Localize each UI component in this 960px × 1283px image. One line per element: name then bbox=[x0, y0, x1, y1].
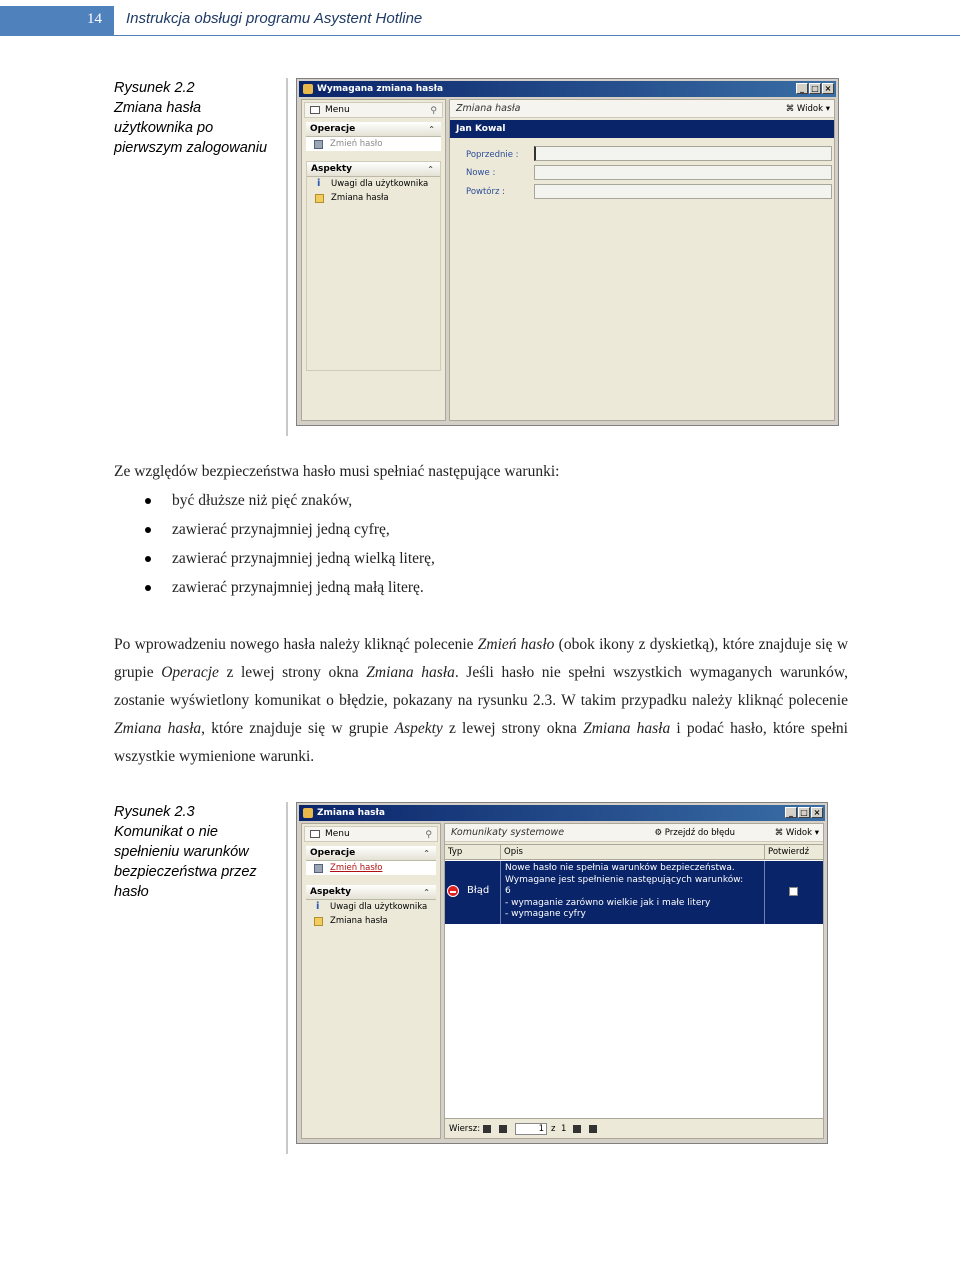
list-item: być dłuższe niż pięć znaków, bbox=[114, 486, 848, 515]
info-icon: i bbox=[316, 901, 320, 912]
menu-bar[interactable]: Menu ⚲ bbox=[304, 102, 443, 118]
page-input[interactable]: 1 bbox=[515, 1123, 547, 1135]
folder-icon bbox=[314, 917, 323, 926]
minimize-button[interactable]: _ bbox=[796, 83, 808, 94]
list-item: zawierać przynajmniej jedną cyfrę, bbox=[114, 515, 848, 544]
window-titlebar: Zmiana hasła _ □ × bbox=[299, 805, 825, 821]
menu-icon bbox=[310, 106, 320, 114]
panel-header: Komunikaty systemowe ⚙ Przejdź do błędu ⌘ Widok ▾ bbox=[445, 824, 823, 842]
aspect-user-notes[interactable]: i Uwagi dla użytkownika bbox=[316, 901, 428, 912]
view-menu-button[interactable]: ⌘ Widok ▾ bbox=[785, 104, 830, 114]
collapse-icon[interactable]: ⌃ bbox=[423, 888, 430, 897]
messages-grid bbox=[445, 844, 823, 1118]
list-item: zawierać przynajmniej jedną wielką literę, bbox=[114, 544, 848, 573]
prev-page-button[interactable] bbox=[499, 1125, 507, 1133]
group-aspects bbox=[306, 885, 436, 928]
confirm-checkbox[interactable] bbox=[789, 887, 798, 896]
group-header-aspects[interactable]: Aspekty ⌃ bbox=[307, 162, 440, 177]
goto-error-button[interactable]: ⚙ Przejdź do błędu bbox=[654, 828, 735, 838]
op-change-password[interactable]: Zmień hasło bbox=[306, 137, 441, 151]
label-previous: Poprzednie : bbox=[466, 150, 519, 160]
group-header-operations[interactable]: Operacje ⌃ bbox=[306, 122, 441, 137]
collapse-icon[interactable]: ⌃ bbox=[423, 849, 430, 858]
maximize-button[interactable]: □ bbox=[798, 807, 810, 818]
folder-open-icon bbox=[315, 194, 324, 203]
close-button[interactable]: × bbox=[811, 807, 823, 818]
group-header-operations[interactable]: Operacje ⌃ bbox=[306, 846, 436, 861]
group-header-aspects[interactable]: Aspekty ⌃ bbox=[306, 885, 436, 900]
next-page-button[interactable] bbox=[573, 1125, 581, 1133]
label-repeat: Powtórz : bbox=[466, 187, 506, 197]
op-change-password[interactable]: Zmień hasło bbox=[306, 861, 436, 875]
page-number: 14 bbox=[0, 6, 114, 36]
left-pane bbox=[301, 823, 441, 1139]
figure-border bbox=[286, 802, 288, 1154]
list-item: zawierać przynajmniej jedną małą literę. bbox=[114, 573, 848, 602]
right-pane bbox=[449, 99, 835, 421]
first-page-button[interactable] bbox=[483, 1125, 491, 1133]
menu-bar[interactable]: Menu ⚲ bbox=[304, 826, 438, 842]
repeat-password-input[interactable] bbox=[534, 184, 832, 199]
cell-confirm bbox=[765, 861, 825, 924]
figure-caption-1: Rysunek 2.2 Zmiana hasła użytkownika po pierwszym zalogowaniu bbox=[114, 80, 268, 156]
user-name-bar: Jan Kowal bbox=[450, 120, 834, 138]
aspect-change-password[interactable]: Zmiana hasła bbox=[306, 914, 436, 928]
col-confirm[interactable]: Potwierdź bbox=[768, 847, 810, 857]
col-type[interactable]: Typ bbox=[445, 845, 501, 860]
header-rule bbox=[114, 35, 960, 36]
table-row[interactable] bbox=[445, 861, 823, 924]
label-new: Nowe : bbox=[466, 168, 496, 178]
cell-type: Błąd bbox=[445, 861, 501, 924]
menu-icon bbox=[310, 830, 320, 838]
group-operations bbox=[306, 122, 441, 151]
info-icon: i bbox=[317, 178, 321, 189]
collapse-icon[interactable]: ⌃ bbox=[427, 165, 434, 174]
error-icon bbox=[447, 885, 459, 897]
view-menu-button[interactable]: ⌘ Widok ▾ bbox=[774, 828, 819, 838]
previous-password-input[interactable] bbox=[534, 146, 832, 161]
glasses-icon: ⌘ bbox=[774, 828, 784, 838]
right-pane bbox=[444, 823, 824, 1139]
group-operations bbox=[306, 846, 436, 875]
key-icon bbox=[303, 84, 313, 94]
key-icon bbox=[303, 808, 313, 818]
grid-header bbox=[445, 845, 823, 860]
collapse-icon[interactable]: ⌃ bbox=[428, 125, 435, 134]
close-button[interactable]: × bbox=[822, 83, 834, 94]
glasses-icon: ⌘ bbox=[785, 104, 795, 114]
figure-border bbox=[286, 78, 288, 436]
maximize-button[interactable]: □ bbox=[809, 83, 821, 94]
pin-icon[interactable]: ⚲ bbox=[430, 106, 437, 116]
gear-icon: ⚙ bbox=[654, 828, 663, 838]
panel-header: Zmiana hasła ⌘ Widok ▾ bbox=[450, 100, 834, 118]
cell-description: Nowe hasło nie spełnia warunków bezpieczeństwa. Wymagane jest spełnienie następujących warunków: 6 - wymaganie zarówno wielkie jak i małe litery - wymagane cyfry bbox=[501, 861, 765, 924]
password-change-window bbox=[296, 78, 839, 426]
error-window bbox=[296, 802, 828, 1144]
group-aspects bbox=[306, 161, 441, 371]
document-title: Instrukcja obsługi programu Asystent Hotline bbox=[126, 10, 423, 27]
minimize-button[interactable]: _ bbox=[785, 807, 797, 818]
floppy-disk-icon bbox=[314, 864, 323, 873]
last-page-button[interactable] bbox=[589, 1125, 597, 1133]
aspect-change-password[interactable]: Zmiana hasła bbox=[307, 191, 440, 205]
page-total: 1 bbox=[561, 1124, 567, 1134]
left-pane bbox=[301, 99, 446, 421]
figure-caption-2: Rysunek 2.3 Komunikat o nie spełnieniu warunków bezpieczeństwa przez hasło bbox=[114, 804, 257, 900]
new-password-input[interactable] bbox=[534, 165, 832, 180]
aspect-user-notes[interactable]: i Uwagi dla użytkownika bbox=[317, 178, 429, 189]
grid-footer: Wiersz: 1 z 1 bbox=[445, 1118, 823, 1138]
instructions-paragraph: Po wprowadzeniu nowego hasła należy kliknąć polecenie Zmień hasło (obok ikony z dyskietką), które znajduje się w grupie Operacje z lewej strony okna Zmiana hasła. Jeśli hasło nie spełni wszystkich wymaganych warunków, zostanie wyświetlony komunikat o błędzie, pokazany na rysunku 2.3. W takim przypadku należy kliknąć polecenie Zmiana hasła, które znajduje się w grupie Aspekty z lewej strony okna Zmiana hasła i podać hasło, które spełni wszystkie wymienione warunki. bbox=[114, 636, 849, 765]
intro-paragraph: Ze względów bezpieczeństwa hasło musi spełniać następujące warunki: bbox=[114, 463, 560, 480]
pin-icon[interactable]: ⚲ bbox=[425, 830, 432, 840]
floppy-disk-icon bbox=[314, 140, 323, 149]
requirements-list bbox=[114, 486, 848, 602]
window-titlebar: Wymagana zmiana hasła _ □ × bbox=[299, 81, 836, 97]
col-description[interactable]: Opis bbox=[501, 845, 765, 860]
